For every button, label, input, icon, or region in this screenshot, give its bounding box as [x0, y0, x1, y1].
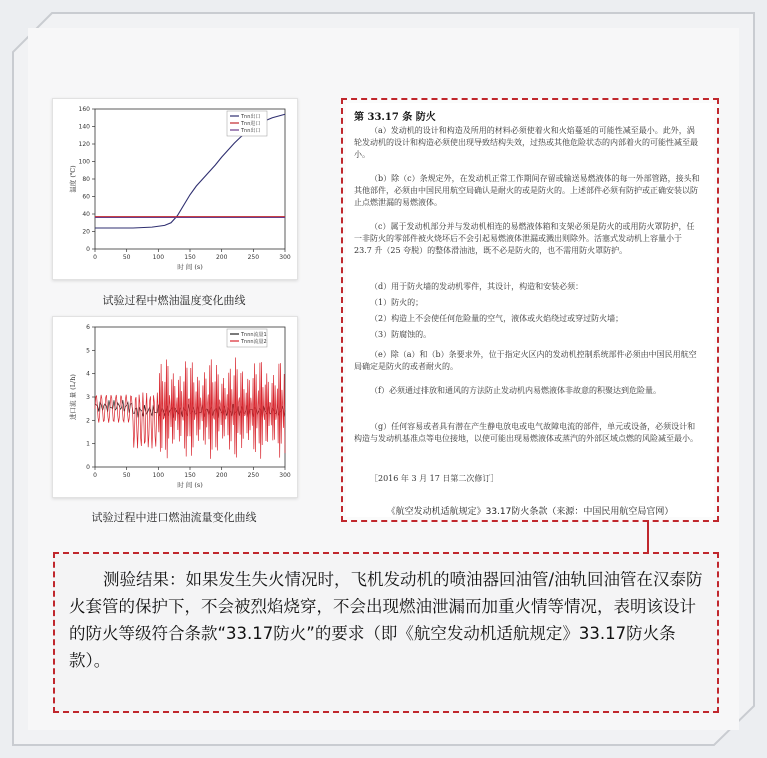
y-tick-label: 80: [82, 176, 90, 183]
x-tick-label: 0: [93, 472, 97, 479]
regulation-para-c: （c）属于发动机部分并与发动机相连的易燃液体箱和支架必须是防火的或用防火罩防护，任一非防火的零部件被火烧坏后不会引起易燃液体泄漏或溅出则除外。活塞式发动机上容量小于 23.7 升（25 夸脱）的整体滑油池，既不必是防火的，也不需用防火罩防护。: [354, 222, 695, 255]
regulation-para-g: （g）任何容易或者具有潜在产生静电放电或电气故障电流的部件，单元或设备，必须设计和构造与发动机基准点等电位接地，以使可能出现易燃液体或蒸汽的外部区域点燃的风险减至最小。: [354, 422, 698, 443]
result-box: [53, 552, 719, 713]
x-tick-label: 250: [247, 472, 260, 479]
regulation-item-3: （3）防腐蚀的。: [370, 330, 432, 339]
y-tick-label: 160: [78, 106, 90, 113]
regulation-item-1: （1）防火的；: [370, 298, 424, 307]
y-tick-label: 4: [86, 370, 90, 378]
y-tick-label: 40: [82, 211, 90, 218]
legend-label: Tnn出口: [241, 114, 261, 120]
regulation-para-a: （a）发动机的设计和构造及所用的材料必须使着火和火焰蔓延的可能性减至最小。此外，涡轮发动机的设计和构造必须使出现导致结构失效，过热或其他危险状态的内部着火的可能性减至最小。: [354, 126, 698, 159]
legend-label: Tnnn流量1: [241, 332, 267, 338]
regulation-box: [341, 98, 719, 522]
x-tick-label: 50: [122, 472, 131, 479]
regulation-para-f: （f）必须通过排放和通风的方法防止发动机内易燃液体非故意的积聚达到危险量。: [370, 386, 661, 395]
x-tick-label: 200: [215, 254, 228, 261]
regulation-para-b: （b）除（c）条规定外，在发动机正常工作期间存留或输送易燃液体的每一外部管路，接头和其他部件，必须由中国民用航空局确认是耐火的或是防火的。上述部件必须有防护或正确安装以防止点燃泄漏的易燃液体。: [354, 174, 700, 207]
x-axis-label: 时 间 (s): [177, 263, 203, 271]
legend-label: Tnnn流量2: [241, 339, 267, 345]
y-tick-label: 2: [86, 417, 90, 425]
y-tick-label: 100: [78, 158, 90, 166]
x-tick-label: 300: [279, 472, 291, 479]
x-tick-label: 250: [247, 254, 260, 261]
flow-chart: [52, 316, 298, 498]
result-text: 测验结果：如果发生失火情况时，飞机发动机的喷油器回油管/油轨回油管在汉泰防火套管的保护下，不会被烈焰烧穿，不会出现燃油泄漏而加重火情等情况，表明该设计的防火等级符合条款“33.17防火”的要求（即《航空发动机适航规定》33.17防火条款）。: [69, 570, 703, 670]
legend-label: Tnn出口: [241, 128, 261, 134]
y-tick-label: 6: [86, 324, 90, 331]
y-tick-label: 0: [86, 464, 90, 471]
x-tick-label: 150: [184, 472, 196, 479]
y-tick-label: 140: [78, 123, 90, 131]
regulation-document: [346, 103, 714, 517]
x-axis-label: 时 间 (s): [177, 481, 203, 489]
regulation-caption: 《航空发动机适航规定》33.17防火条款（来源：中国民用航空局官网）: [386, 507, 674, 517]
legend-label: Tnn进口: [241, 121, 261, 127]
y-tick-label: 3: [86, 394, 90, 401]
regulation-para-e: （e）除（a）和（b）条要求外，位于指定火区内的发动机控制系统部件必须由中国民用航空局确定是防火的或者耐火的。: [354, 350, 697, 371]
connector-line: [647, 520, 649, 552]
regulation-item-2: （2）构造上不会使任何危险量的空气，液体或火焰绕过或穿过防火墙；: [370, 314, 624, 323]
regulation-revision: ［2016 年 3 月 17 日第二次修订］: [370, 474, 499, 483]
temperature-chart-caption: 试验过程中燃油温度变化曲线: [102, 294, 246, 307]
y-axis-label: 进口流 量 (L/h): [69, 374, 77, 420]
x-tick-label: 300: [279, 254, 291, 261]
y-axis-label: 温度 (℃): [69, 165, 77, 193]
x-tick-label: 200: [215, 472, 228, 479]
y-tick-label: 5: [86, 347, 90, 355]
y-tick-label: 120: [78, 141, 90, 148]
temperature-chart-svg: [53, 99, 297, 279]
flow-chart-svg: [53, 317, 297, 497]
y-tick-label: 60: [82, 193, 90, 201]
x-tick-label: 100: [152, 472, 165, 479]
x-tick-label: 0: [93, 254, 97, 261]
x-tick-label: 50: [122, 254, 131, 261]
temperature-chart: [52, 98, 298, 280]
regulation-title: 第 33.17 条 防火: [354, 112, 436, 123]
x-tick-label: 100: [152, 254, 165, 261]
flow-chart-caption: 试验过程中进口燃油流量变化曲线: [91, 511, 257, 524]
y-tick-label: 0: [86, 246, 90, 253]
y-tick-label: 1: [86, 440, 90, 448]
regulation-para-d: （d）用于防火墙的发动机零件，其设计，构造和安装必须：: [370, 282, 584, 291]
x-tick-label: 150: [184, 254, 196, 261]
y-tick-label: 20: [82, 228, 90, 236]
